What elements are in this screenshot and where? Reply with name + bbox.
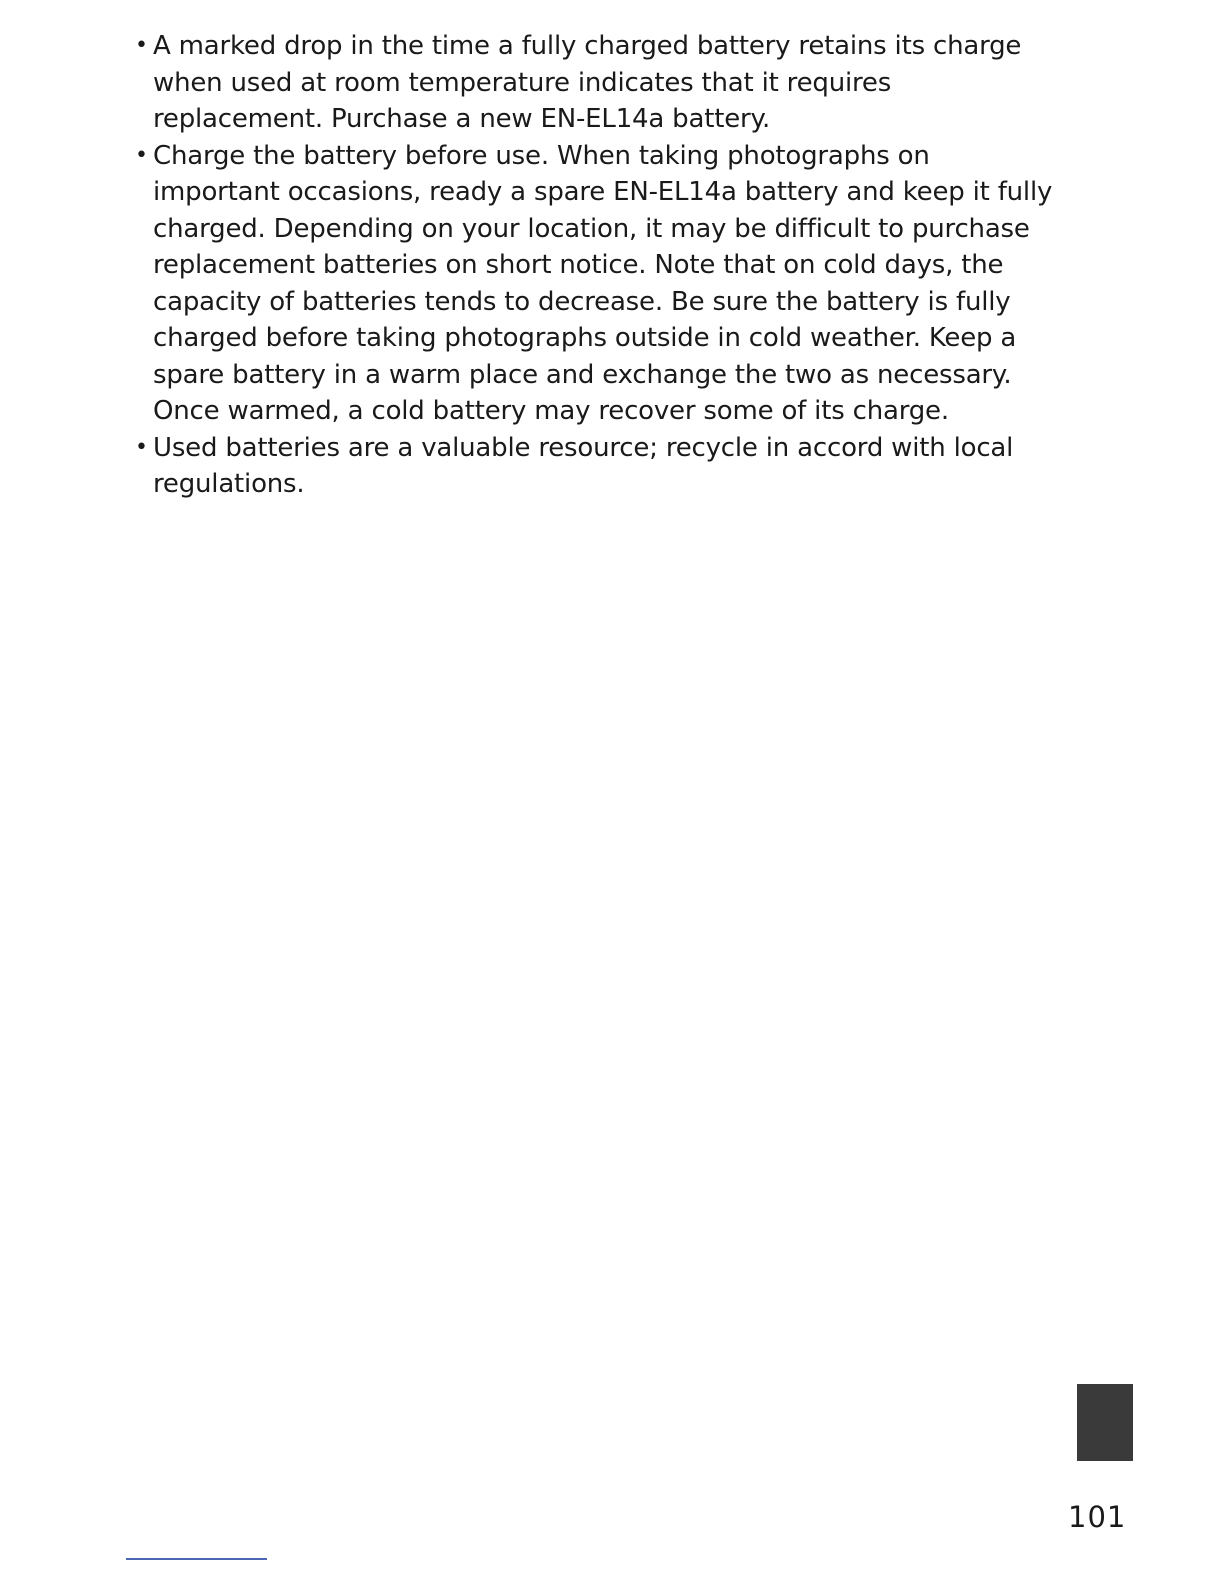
bullet-text: A marked drop in the time a fully charged battery retains its charge when used at room temperature indicates that it requires replacement. Purchase a new EN-EL14a battery. — [153, 31, 1022, 134]
page-number: 101 — [1068, 1500, 1127, 1534]
bullet-marker: • — [135, 142, 148, 168]
bullet-text: Charge the battery before use. When taking photographs on important occasions, ready a spare EN-EL14a battery and keep it fully charged. Depending on your location, it may be difficult to purchase replacement batteries on short notice. Note that on cold days, the capacity of batteries tends to decrease. Be sure the battery is fully charged before taking photographs outside in cold weather. Keep a spare battery in a warm place and exchange the two as necessary. Once warmed, a cold battery may recover some of its charge. — [153, 140, 1053, 426]
list-item — [132, 138, 1062, 430]
bullet-marker: • — [135, 33, 148, 58]
list-item — [132, 28, 1062, 138]
section-thumb-tab — [1077, 1384, 1133, 1461]
battery-notes-list — [132, 28, 1062, 503]
bullet-text: Used batteries are a valuable resource; recycle in accord with local regulations. — [153, 432, 1014, 499]
footer-divider — [126, 1558, 267, 1560]
bullet-marker: • — [135, 434, 148, 460]
list-item — [132, 430, 1062, 503]
